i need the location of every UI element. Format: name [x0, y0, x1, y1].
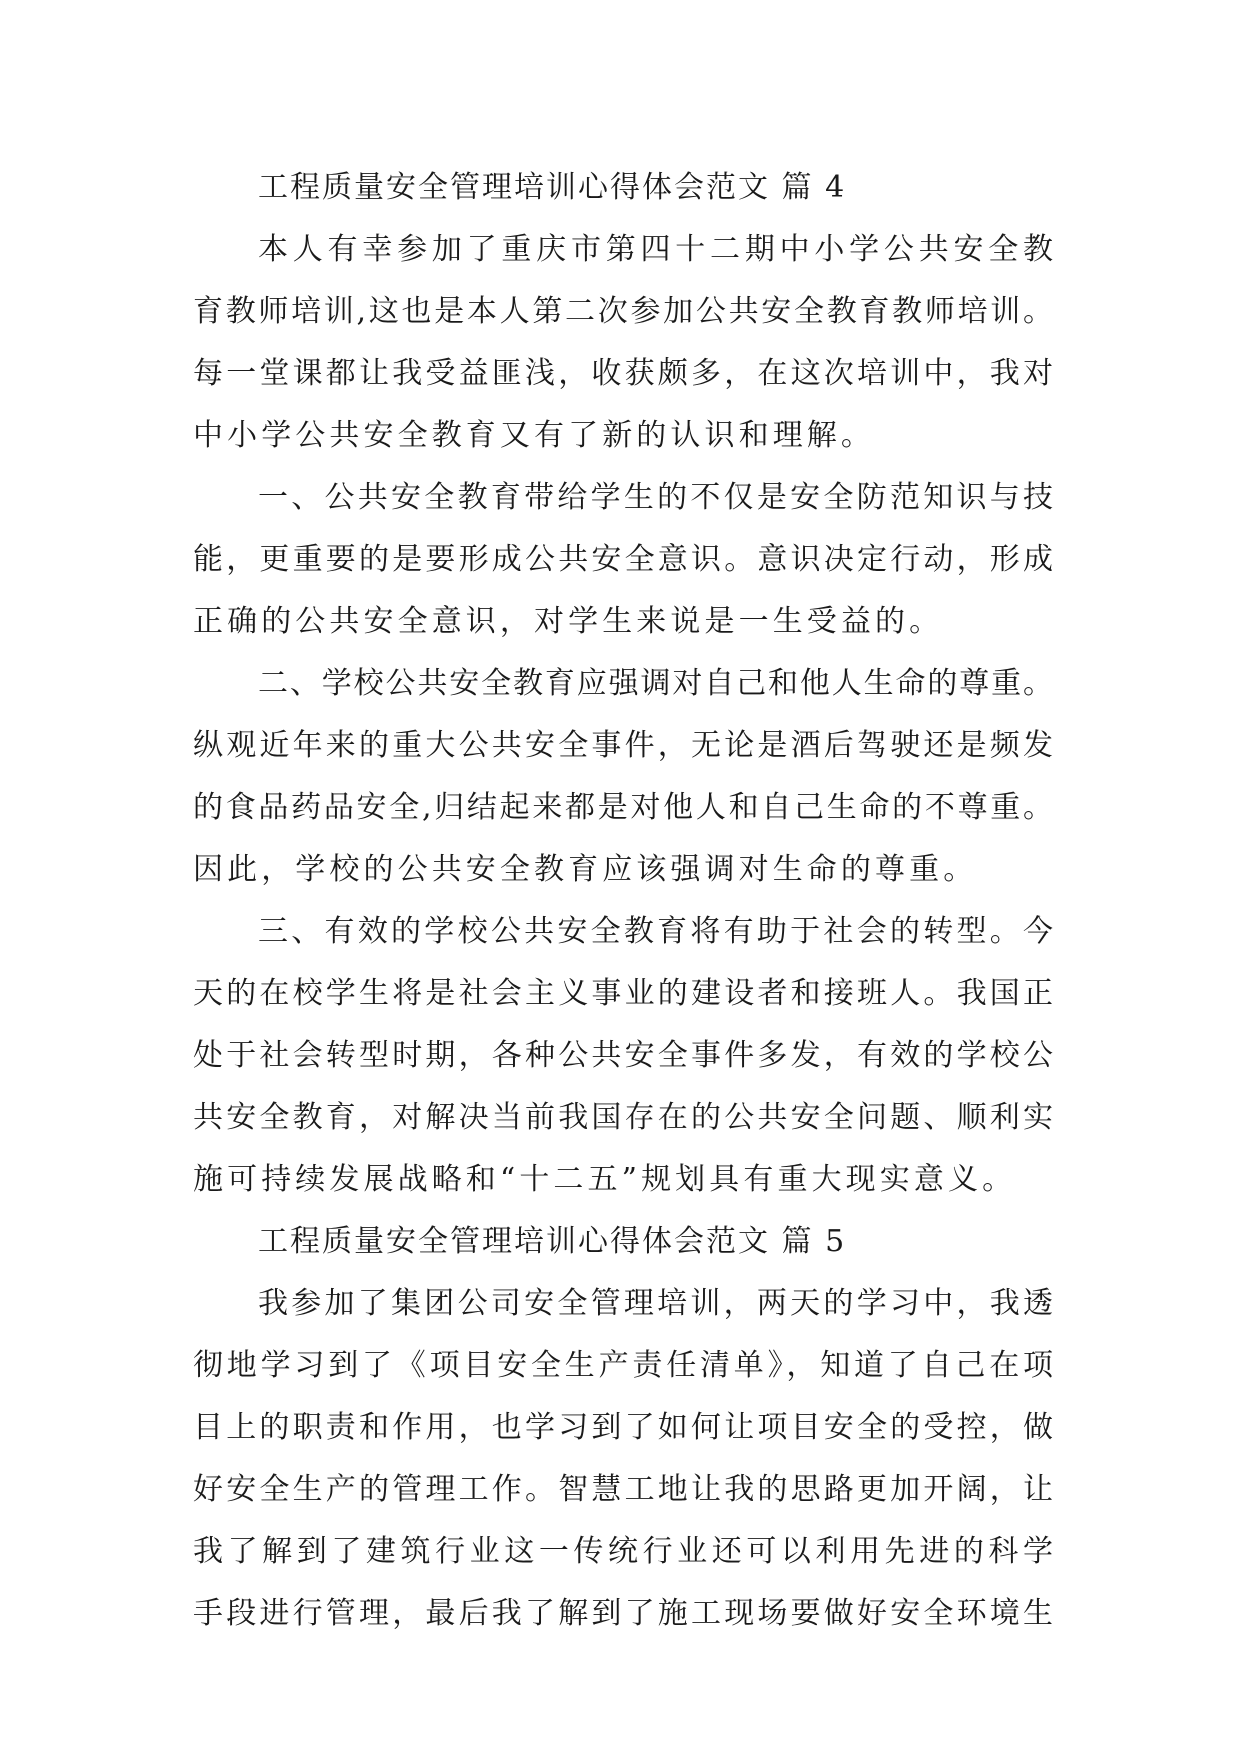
paragraph-line: 我了解到了建筑行业这一传统行业还可以利用先进的科学 [193, 1534, 1053, 1569]
paragraph-line: 正确的公共安全意识，对学生来说是一生受益的。 [193, 604, 944, 639]
paragraph-line: 的食品药品安全,归结起来都是对他人和自己生命的不尊重。 [193, 790, 1053, 825]
paragraph-line: 三、有效的学校公共安全教育将有助于社会的转型。今 [258, 914, 1053, 949]
paragraph-line: 好安全生产的管理工作。智慧工地让我的思路更加开阔，让 [193, 1472, 1053, 1507]
paragraph-line: 彻地学习到了《项目安全生产责任清单》，知道了自己在项 [193, 1348, 1053, 1383]
section-heading-4: 工程质量安全管理培训心得体会范文 篇 4 [258, 170, 847, 205]
paragraph-line: 育教师培训,这也是本人第二次参加公共安全教育教师培训。 [193, 294, 1053, 329]
paragraph-line: 施可持续发展战略和“十二五”规划具有重大现实意义。 [193, 1162, 1017, 1197]
paragraph-line: 每一堂课都让我受益匪浅，收获颇多，在这次培训中，我对 [193, 356, 1053, 391]
paragraph-line: 目上的职责和作用，也学习到了如何让项目安全的受控，做 [193, 1410, 1053, 1445]
paragraph-line: 共安全教育，对解决当前我国存在的公共安全问题、顺利实 [193, 1100, 1053, 1135]
paragraph-line: 中小学公共安全教育又有了新的认识和理解。 [193, 418, 875, 453]
paragraph-line: 一、公共安全教育带给学生的不仅是安全防范知识与技 [258, 480, 1053, 515]
paragraph-line: 能，更重要的是要形成公共安全意识。意识决定行动，形成 [193, 542, 1053, 577]
paragraph-line: 天的在校学生将是社会主义事业的建设者和接班人。我国正 [193, 976, 1053, 1011]
paragraph-line: 因此，学校的公共安全教育应该强调对生命的尊重。 [193, 852, 978, 887]
paragraph-line: 纵观近年来的重大公共安全事件，无论是酒后驾驶还是频发 [193, 728, 1053, 763]
paragraph-line: 本人有幸参加了重庆市第四十二期中小学公共安全教 [258, 232, 1053, 267]
paragraph-line: 手段进行管理，最后我了解到了施工现场要做好安全环境生 [193, 1596, 1053, 1631]
paragraph-line: 二、学校公共安全教育应强调对自己和他人生命的尊重。 [258, 666, 1053, 701]
section-heading-5: 工程质量安全管理培训心得体会范文 篇 5 [258, 1224, 847, 1259]
paragraph-line: 我参加了集团公司安全管理培训，两天的学习中，我透 [258, 1286, 1053, 1321]
paragraph-line: 处于社会转型时期，各种公共安全事件多发，有效的学校公 [193, 1038, 1053, 1073]
